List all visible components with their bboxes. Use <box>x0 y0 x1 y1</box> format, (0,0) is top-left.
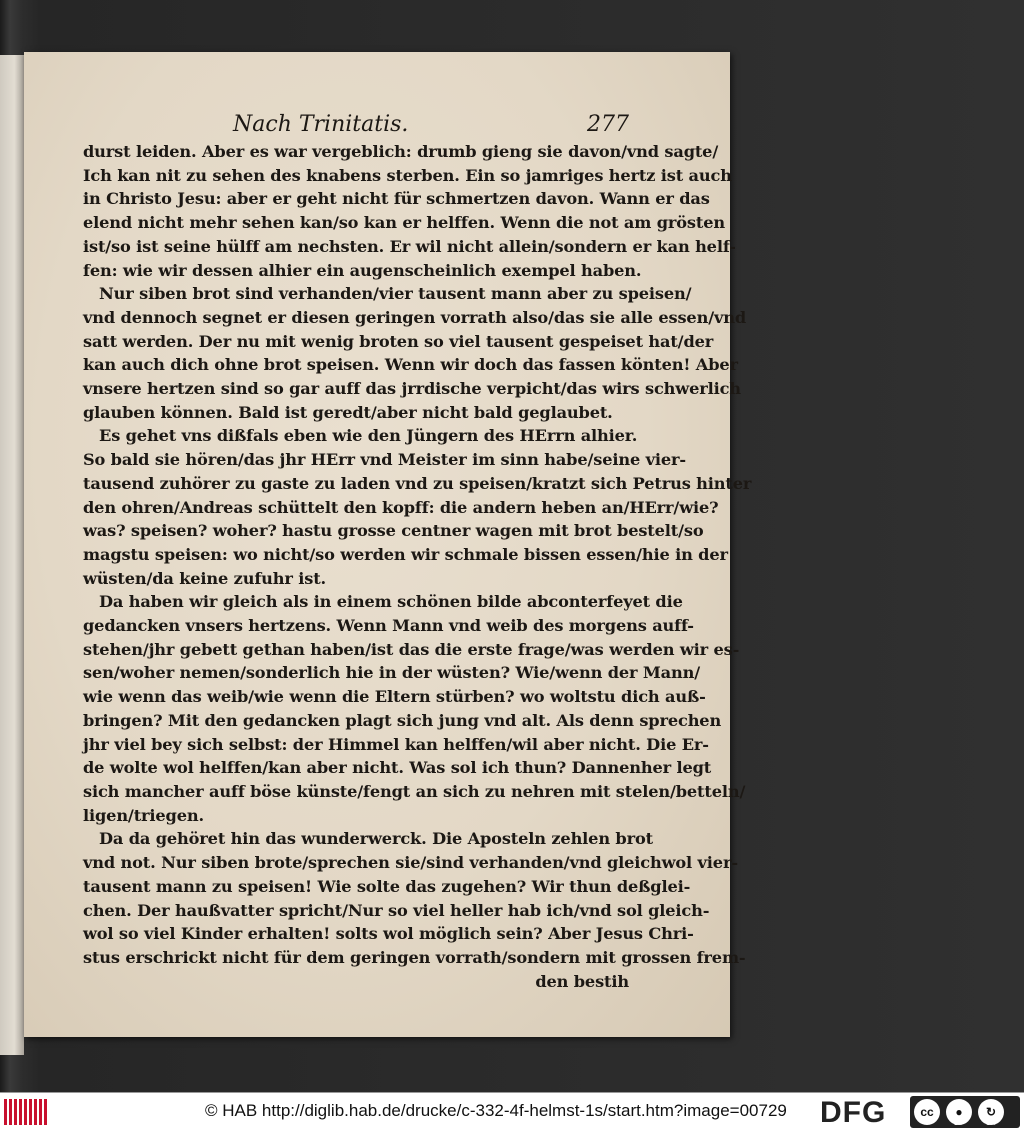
text-line: wie wenn das weib/wie wenn die Eltern stürben? wo woltstu dich auß- <box>83 687 706 707</box>
book-page <box>24 52 752 1037</box>
text-line: chen. Der haußvatter spricht/Nur so viel heller hab ich/vnd sol gleich- <box>83 900 710 920</box>
text-line: tausent mann zu speisen! Wie solte das zugehen? Wir thun deßglei- <box>83 876 691 896</box>
text-line: So bald sie hören/das jhr HErr vnd Meister im sinn habe/seine vier- <box>83 450 686 470</box>
text-line: Ich kan nit zu sehen des knabens sterben. Ein so jamriges hertz ist auch <box>83 165 732 185</box>
running-head <box>83 110 629 140</box>
footer-bar <box>0 1092 1024 1131</box>
cc-license-badge[interactable] <box>910 1096 1020 1128</box>
text-line: gedancken vnsers hertzens. Wenn Mann vnd weib des morgens auff- <box>83 616 694 636</box>
text-line: vnd dennoch segnet er diesen geringen vorrath also/das sie alle essen/vnd <box>83 307 747 327</box>
text-line: in Christo Jesu: aber er geht nicht für schmertzen davon. Wann er das <box>83 189 710 209</box>
logo-bar <box>4 1099 7 1125</box>
text-line: elend nicht mehr sehen kan/so kan er helffen. Wenn die not am grösten <box>83 213 725 233</box>
text-line: vnsere hertzen sind so gar auff das jrrdische verpicht/das wirs schwerlich <box>83 379 741 399</box>
text-line: sen/woher nemen/sonderlich hie in der wüsten? Wie/wenn der Mann/ <box>83 663 700 683</box>
catchword: den bestih <box>535 971 629 991</box>
text-line: wüsten/da keine zufuhr ist. <box>83 568 327 588</box>
attribution-icon: ● <box>946 1099 972 1125</box>
running-title: Nach Trinitatis. <box>233 112 409 137</box>
text-line: was? speisen? woher? hastu grosse centner wagen mit brot bestelt/so <box>83 521 704 541</box>
text-line: Nur siben brot sind verhanden/vier tausent mann aber zu speisen/ <box>99 284 692 304</box>
logo-bar <box>14 1099 17 1125</box>
sa-label: SA <box>986 1120 996 1127</box>
by-label: BY <box>954 1120 964 1127</box>
text-line: durst leiden. Aber es war vergeblich: drumb gieng sie davon/vnd sagte/ <box>83 142 719 161</box>
text-line: de wolte wol helffen/kan aber nicht. Was sol ich thun? Dannenher legt <box>83 758 712 778</box>
body-text <box>83 140 752 970</box>
copyright-credit[interactable]: © HAB http://diglib.hab.de/drucke/c-332-4f-helmst-1s/start.htm?image=00729 <box>205 1101 787 1120</box>
previous-page-edge <box>0 55 24 1055</box>
page-text-block <box>83 110 752 993</box>
text-line: Es gehet vns dißfals eben wie den Jüngern des HErrn alhier. <box>99 426 638 446</box>
dfg-logo[interactable]: DFG <box>820 1096 887 1129</box>
text-line: kan auch dich ohne brot speisen. Wenn wir doch das fassen könten! Aber <box>83 355 738 375</box>
text-line: stus erschrickt nicht für dem geringen vorrath/sondern mit grossen frem- <box>83 947 746 967</box>
text-line: Da haben wir gleich als in einem schönen bilde abconterfeyet die <box>99 592 683 612</box>
text-line: ist/so ist seine hülff am nechsten. Er wil nicht allein/sondern er kan helf- <box>83 236 736 256</box>
text-line: stehen/jhr gebett gethan haben/ist das die erste frage/was werden wir es- <box>83 639 740 659</box>
text-line: vnd not. Nur siben brote/sprechen sie/sind verhanden/vnd gleichwol vier- <box>83 853 738 873</box>
text-line: magstu speisen: wo nicht/so werden wir schmale bissen essen/hie in der <box>83 544 728 564</box>
cc-icon: cc <box>914 1099 940 1125</box>
text-line: glauben können. Bald ist geredt/aber nicht bald geglaubet. <box>83 402 613 422</box>
logo-bar <box>39 1099 42 1125</box>
text-line: satt werden. Der nu mit wenig broten so viel tausent gespeiset hat/der <box>83 331 714 351</box>
logo-bar <box>34 1099 37 1125</box>
text-line: tausend zuhörer zu gaste zu laden vnd zu speisen/kratzt sich Petrus hinter <box>83 473 752 493</box>
logo-bar <box>9 1099 12 1125</box>
text-line: fen: wie wir dessen alhier ein augenscheinlich exempel haben. <box>83 260 642 280</box>
logo-bar <box>44 1099 47 1125</box>
hab-logo[interactable] <box>4 1097 48 1127</box>
logo-bar <box>24 1099 27 1125</box>
text-line: ligen/triegen. <box>83 805 204 825</box>
logo-bar <box>19 1099 22 1125</box>
logo-bar <box>29 1099 32 1125</box>
text-line: jhr viel bey sich selbst: der Himmel kan helffen/wil aber nicht. Die Er- <box>83 734 709 754</box>
share-alike-icon: ↻ <box>978 1099 1004 1125</box>
text-line: bringen? Mit den gedancken plagt sich jung vnd alt. Als denn sprechen <box>83 710 722 730</box>
text-line: sich mancher auff böse künste/fengt an sich zu nehren mit stelen/betteln/ <box>83 781 746 801</box>
page-number: 277 <box>587 112 629 137</box>
text-line: wol so viel Kinder erhalten! solts wol möglich sein? Aber Jesus Chri- <box>83 924 694 944</box>
text-line: den ohren/Andreas schüttelt den kopff: die andern heben an/HErr/wie? <box>83 497 719 517</box>
text-line: Da da gehöret hin das wunderwerck. Die Aposteln zehlen brot <box>99 829 653 849</box>
